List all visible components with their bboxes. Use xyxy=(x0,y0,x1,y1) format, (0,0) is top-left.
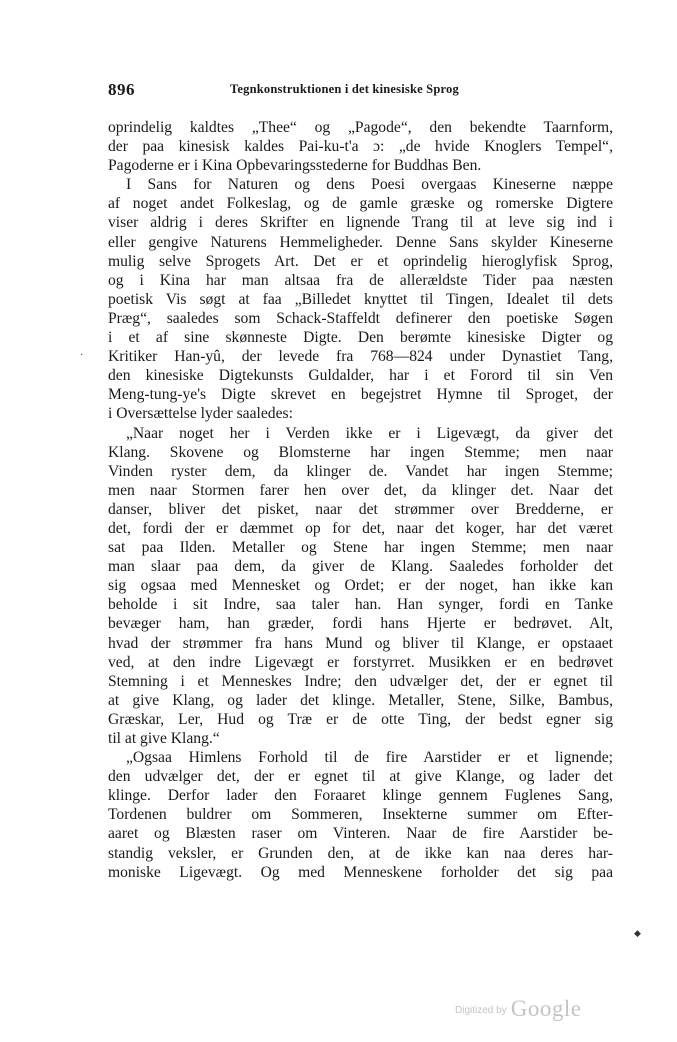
text-line: klinge. Derfor lader den Foraaret klinge gennem Fuglenes Sang, xyxy=(108,787,613,805)
text-line: Tordenen buldrer om Sommeren, Insekterne summer om Efter- xyxy=(108,806,613,824)
text-line: ved, at den indre Ligevægt er forstyrret. Musikken er en bedrøvet xyxy=(108,653,613,671)
text-line: det, fordi der er dæmmet op for det, naar det koger, har det været xyxy=(108,519,613,537)
text-line: mulig selve Sprogets Art. Det er et oprindelig hieroglyfisk Sprog, xyxy=(108,252,613,270)
text-line: der paa kinesisk kaldes Pai-ku-t'a ɔ: „de hvide Knoglers Tempel“, xyxy=(108,138,613,156)
body-text xyxy=(108,118,613,882)
text-line: hvad der strømmer fra hans Mund og bliver til Klange, er opstaaet xyxy=(108,634,613,652)
text-line: Vinden ryster dem, da klinger de. Vandet har ingen Stemme; xyxy=(108,462,613,480)
margin-dot-icon: · xyxy=(80,350,84,361)
text-line: Pagoderne er i Kina Opbevaringsstederne for Buddhas Ben. xyxy=(108,157,482,175)
text-line: at give Klang, og lader det klinge. Metaller, Stene, Silke, Bambus, xyxy=(108,691,613,709)
text-line: man slaar paa dem, da giver de Klang. Saaledes forholder det xyxy=(108,558,613,576)
paragraph-start-line: I Sans for Naturen og dens Poesi overgaas Kineserne næppe xyxy=(126,176,613,194)
text-line: eller gengive Naturens Hemmeligheder. Denne Sans skylder Kineserne xyxy=(108,233,613,251)
digitization-watermark xyxy=(455,996,581,1022)
text-line: Klang. Skovene og Blomsterne har ingen Stemme; men naar xyxy=(108,443,613,461)
text-line: og i Kina har man altsaa fra de allerældste Tider paa næsten xyxy=(108,271,613,289)
text-line: Meng-tung-ye's Digte skrevet en begejstret Hymne til Sproget, der xyxy=(108,386,613,404)
watermark-prefix: Digitized by xyxy=(455,1005,507,1016)
text-line: sat paa Ilden. Metaller og Stene har ingen Stemme; men naar xyxy=(108,539,613,557)
text-line: i Oversættelse lyder saaledes: xyxy=(108,405,293,423)
text-line: Græskar, Ler, Hud og Træ er de otte Ting, der bedst egner sig xyxy=(108,710,613,728)
text-line: den udvælger det, der er egnet til at give Klange, og lader det xyxy=(108,768,613,786)
running-title: Tegnkonstruktionen i det kinesiske Sprog xyxy=(230,82,459,96)
text-line: den kinesiske Digtekunsts Guldalder, har i et Forord til sin Ven xyxy=(108,367,613,385)
text-line: standig veksler, er Grunden den, at de ikke kan naa deres har- xyxy=(108,844,613,862)
text-line: i et af sine skønneste Digte. Den berømte kinesiske Digter og xyxy=(108,329,613,347)
paragraph-start-line: „Ogsaa Himlens Forhold til de fire Aarstider er et lignende; xyxy=(126,749,613,767)
text-line: Stemning i et Menneskes Indre; den udvælger det, der er egnet til xyxy=(108,672,613,690)
text-line: af noget andet Folkeslag, og de gamle græske og romerske Digtere xyxy=(108,195,613,213)
text-line: oprindelig kaldtes „Thee“ og „Pagode“, den bekendte Taarnform, xyxy=(108,119,613,136)
text-line: Præg“, saaledes som Schack-Staffeldt definerer den poetiske Søgen xyxy=(108,309,613,327)
page-number: 896 xyxy=(108,80,135,99)
text-line: til at give Klang.“ xyxy=(108,730,220,747)
text-line: Kritiker Han-yû, der levede fra 768—824 under Dynastiet Tang, xyxy=(108,348,613,366)
text-line: viser aldrig i deres Skrifter en lignende Trang til at leve sig ind i xyxy=(108,214,613,232)
text-line: poetisk Vis søgt at faa „Billedet knyttet til Tingen, Idealet til dets xyxy=(108,290,613,308)
text-line: sig ogsaa med Mennesket og Ordet; er der noget, han ikke kan xyxy=(108,577,613,595)
text-line: men naar Stormen farer hen over det, da klinger det. Naar det xyxy=(108,481,613,499)
watermark-brand-logo: Google xyxy=(510,996,582,1021)
text-line: danser, bliver det pisket, naar det strømmer over Bredderne, er xyxy=(108,500,613,518)
text-line: aaret og Blæsten raser om Vinteren. Naar de fire Aarstider be- xyxy=(108,825,613,843)
paragraph-start-line: „Naar noget her i Verden ikke er i Ligevægt, da giver det xyxy=(126,424,613,442)
text-line: bevæger ham, han græder, fordi hans Hjerte er bedrøvet. Alt, xyxy=(108,615,613,633)
page-header xyxy=(108,80,613,102)
margin-bullet-icon: ◆ xyxy=(634,928,641,938)
text-line: beholde i sit Indre, saa taler han. Han synger, fordi en Tanke xyxy=(108,596,613,614)
text-line: moniske Ligevægt. Og med Menneskene forholder det sig paa xyxy=(108,863,613,881)
